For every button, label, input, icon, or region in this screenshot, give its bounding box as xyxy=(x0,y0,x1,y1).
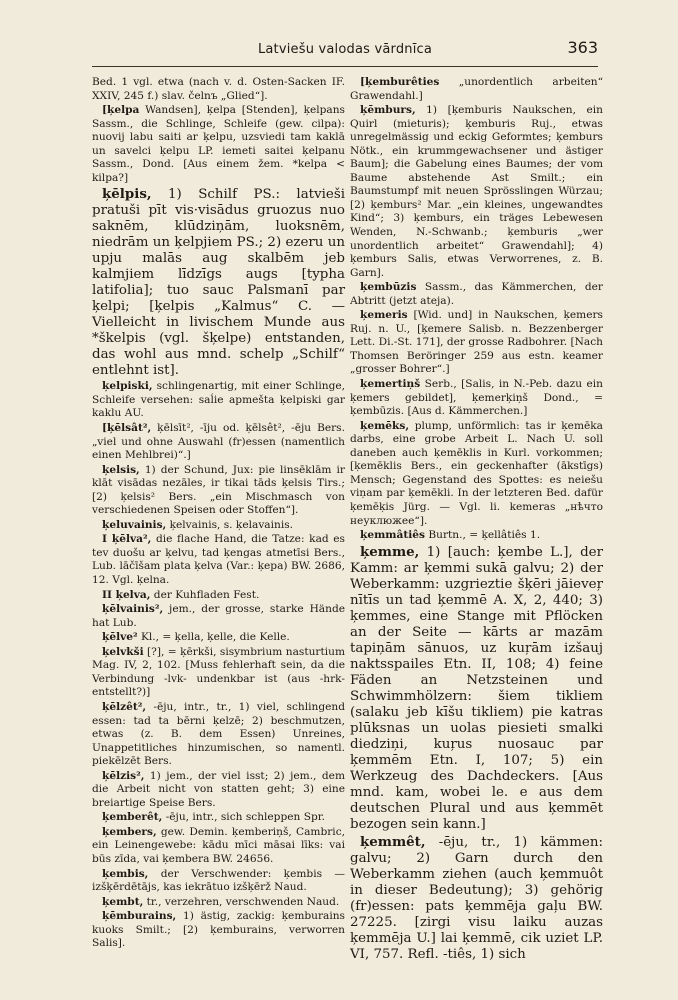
dictionary-entry xyxy=(350,104,603,280)
entry-headword: ķemberêt, xyxy=(102,811,163,824)
entry-definition: die flache Hand, die Tatze: kad es tev duošu ar ķelvu, tad ķengas atmetīsi Bers., Lub. lāčīšam plata ķelva (Var.: ķepa) BW. 2686, 12. Vgl. ķelna. xyxy=(92,533,345,587)
dictionary-entry xyxy=(350,529,603,543)
entry-definition: plump, unförmlich: tas ir ķemēka darbs, eine grobe Arbeit L. Nach U. soll daneben auch ķemēklis in Kurl. vorkommen; [ķemēklis Bers., ein geckenhafter (ākstīgs) Mensch; Gegenstand des Spottes: es neiešu viņam par ķemēkli. In der letzteren Bed. dafür ķemēķis Jürg. — Vgl. li. kemeras „нѣчто неуклюжее“]. xyxy=(350,419,603,527)
entry-headword: ķembt, xyxy=(102,895,144,908)
entry-headword: ķēlzêt², xyxy=(102,700,147,713)
dictionary-entry xyxy=(350,420,603,528)
entry-definition: tr., verzehren, verschwenden Naud. xyxy=(143,895,340,908)
dictionary-entry xyxy=(350,76,603,103)
entry-definition: 1) der Schund, Jux: pie linsēklām ir klāt visādas nezāles, ir tikai tāds ķelsis Tirs.; [2) ķelsis² Bers. „ein Mischmasch von verschiedenen Speisen oder Stoffen“]. xyxy=(92,463,345,517)
entry-headword: ķembis, xyxy=(102,867,149,880)
dictionary-entry xyxy=(92,76,345,103)
entry-definition: jem., der grosse, starke Hände hat Lub. xyxy=(92,603,345,629)
entry-headword: ķemme, xyxy=(360,543,420,560)
entry-definition: gew. Demin. ķemberiņš, Cambric, ein Leinengewebe: kādu mīci māsai līks: vai būs zīda, vai ķembera BW. 24656. xyxy=(92,825,345,865)
entry-headword: ķēmburs, xyxy=(360,104,416,117)
dictionary-entry xyxy=(92,826,345,867)
entry-headword: ķēlzis², xyxy=(102,769,145,782)
entry-definition: [?], = ķērkši, sisymbrium nasturtium Mag. IV, 2, 102. [Muss fehlerhaft sein, da die Verbindung -lvk- undenkbar ist (aus -hrk- entstellt?)] xyxy=(92,645,345,699)
entry-headword: II ķelva, xyxy=(102,588,151,601)
entry-headword: ķelsis, xyxy=(102,463,140,476)
dictionary-entry xyxy=(92,422,345,463)
entry-definition: schlingenartig, mit einer Schlinge, Schleife versehen: saĺie apmešta ķelpiski gar kaklu AU. xyxy=(92,380,345,420)
dictionary-entry xyxy=(92,186,345,379)
entry-definition: 1) [ķemburis Naukschen, ein Quirl (mieturis); ķemburis Ruj., etwas unregelmässig und eckig Geformtes; ķemburs Nötk., ein krummgewachsener und ästiger Baum]; die Gabelung eines Baumes; der vom Baume abstehende Ast Smilt.; ein Baumstumpf mit neuen Sprösslingen Würzau; [2) ķemburs² Mar. „ein kleines, ungewandtes Kind“; 3) ķemburs, ein träges Lebewesen Wenden, N.-Schwanb.; ķemburis „wer unordentlich arbeitet“ Grawendahl]; 4) ķemburs Salis, etwas Verworrenes, z. B. Garn]. xyxy=(350,104,603,279)
entry-definition: -ēju, tr., 1) kämmen: galvu; 2) Garn durch den Weberkamm ziehen (auch ķemmuôt in dieser Bedeutung); 3) gehörig (fr)essen: pats ķemmēja gaļu BW. 27225. [zirgi visu laiku auzas ķemmēja U.] lai ķemmē, cik uziet LP. VI, 757. Refl. -tiês, 1) sich xyxy=(350,834,603,962)
entry-headword: ķēlve² xyxy=(102,631,138,644)
dictionary-entry xyxy=(350,309,603,377)
entry-definition: 1) ästig, zackig: ķemburains kuoks Smilt.; [2) ķemburains, verworren Salis]. xyxy=(92,910,345,950)
entry-definition: 1) Schilf PS.: latvieši pratuši pīt vis·visādus gruozus nuo saknēm, klūdziņām, luoksnēm, niedrām un ķelpjiem PS.; 2) ezeru un upju malās aug skalbēm jeb kalmjiem līdzīgs augs [typha latifolia]; tuo sauc Palsmanī par ķelpi; [ķelpis „Kalmus“ C. — Vielleicht in livischem Munde aus *škelpis (vgl. šķelpe) entstanden, das wohl aus mnd. schelp „Schilf“ entlehnt ist]. xyxy=(92,187,345,379)
dictionary-entry xyxy=(92,896,345,910)
dictionary-entry xyxy=(92,701,345,769)
entry-definition: ķēlsīt², -īju od. ķēlsêt², -ēju Bers. „viel und ohne Auswahl (fr)essen (namentlich einen Mehlbrei)“.] xyxy=(92,422,345,462)
entry-definition: der Kuhfladen Fest. xyxy=(150,588,260,601)
right-column xyxy=(350,76,603,964)
entry-headword: I ķēlva², xyxy=(102,533,152,546)
dictionary-entry xyxy=(92,811,345,825)
entry-definition: 1) [auch: ķembe L.], der Kamm: ar ķemmi sukā galvu; 2) der Weberkamm: uzgrieztie šķēri jāieveŗ nītīs un tad ķemmē A. X, 2, 440; 3) ķemmes, eine Stange mit Pflöcken an der Seite — kārts ar mazām tapiņām sānuos, uz kuŗām izšauj naktsspailes Etn. II, 108; 4) feine Fäden an Netzsteinen und Schwimmhölzern: šiem tikliem (salaku jeb kīšu tikliem) pie katras plūksnas un uolas piesieti smalki diedziņi, kuŗus nuosauc par ķemmēm Etn. I, 107; 5) ein Werkzeug des Dachdeckers. [Aus mnd. kam, wobei le. e aus dem deutschen Plural und aus ķemmēt bezogen sein kann.] xyxy=(350,544,603,832)
entry-headword: ķemmêt, xyxy=(360,833,426,850)
dictionary-entry xyxy=(92,380,345,421)
entry-headword: ķembers, xyxy=(102,825,157,838)
entry-definition: Wandsen], ķelpa [Stenden], ķelpans Sassm., die Schlinge, Schleife (gew. cilpa): nuovij labu saiti ar ķelpu, uzsviedi tam kaklā un savelci ķelpu LP. iemeti saitei ķelpanu Sassm., Dond. [Aus einem žem. *kelpa < kilpa?] xyxy=(92,104,345,184)
dictionary-entry xyxy=(350,281,603,308)
entry-headword: ķemeris xyxy=(360,309,408,322)
dictionary-entry xyxy=(92,868,345,895)
entry-definition: Sassm., das Kämmerchen, der Abtritt (jetzt ateja). xyxy=(350,281,603,307)
entry-definition: Burtn., = ķellâtiês 1. xyxy=(425,529,541,542)
entry-definition: [Wid. und] in Naukschen, ķemers Ruj. n. U., [ķemere Salisb. n. Bezzenberger Lett. Di.-St. 171], der grosse Radbohrer. [Nach Thomsen Beröringer 259 aus estn. keamer „grosser Bohrer“.] xyxy=(350,309,603,376)
entry-headword: ķelvkši xyxy=(102,645,144,658)
entry-definition: -ēju, intr., sich schleppen Spr. xyxy=(162,811,325,824)
dictionary-entry xyxy=(92,589,345,603)
entry-headword: [ķēlsât², xyxy=(102,422,152,435)
entry-headword: ķemmâtiês xyxy=(360,529,425,542)
entry-headword: [ķemburêties xyxy=(360,76,440,88)
entry-headword: ķeluvainis, xyxy=(102,518,167,531)
dictionary-entry xyxy=(350,544,603,833)
dictionary-entry xyxy=(350,378,603,419)
left-column xyxy=(92,76,345,952)
dictionary-entry xyxy=(92,603,345,630)
entry-definition: -ēju, intr., tr., 1) viel, schlingend essen: tad ta bērni ķelzē; 2) beschmutzen, etwas (z. B. dem Essen) Unreines, Unappetitliches hinzumischen, so namentl. piekēlzēt Bers. xyxy=(92,700,345,768)
dictionary-entry xyxy=(92,519,345,533)
entry-headword: ķēmburains, xyxy=(102,910,177,923)
entry-headword: ķemertiņš xyxy=(360,378,421,391)
dictionary-entry xyxy=(350,834,603,963)
page-header xyxy=(92,40,598,67)
entry-definition: Serb., [Salis, in N.-Peb. dazu ein ķemers gebildet], ķemerķiņš Dond., = ķembūzis. [Aus d. Kämmerchen.] xyxy=(350,378,603,418)
dictionary-entry xyxy=(92,770,345,811)
running-title: Latviešu valodas vārdnīca xyxy=(257,42,433,57)
dictionary-entry xyxy=(92,910,345,951)
entry-definition: Bed. 1 vgl. etwa (nach v. d. Osten-Sacken IF. XXIV, 245 f.) slav. čelnъ „Glied“]. xyxy=(92,76,345,102)
entry-definition: ķelvainis, s. ķelavainis. xyxy=(166,518,294,531)
entry-definition: „unordentlich arbeiten“ Grawendahl.] xyxy=(350,76,603,102)
entry-headword: ķembūzis xyxy=(360,281,417,294)
entry-definition: Kl., = ķella, ķelle, die Kelle. xyxy=(137,631,290,644)
dictionary-entry xyxy=(92,104,345,185)
entry-headword: ķēlpis, xyxy=(102,186,152,203)
entry-headword: ķelpiski, xyxy=(102,380,153,393)
dictionary-entry xyxy=(92,533,345,587)
dictionary-entry xyxy=(92,646,345,700)
entry-definition: 1) jem., der viel isst; 2) jem., dem die Arbeit nicht von statten geht; 3) eine breiartige Speise Bers. xyxy=(92,769,345,809)
page-number: 363 xyxy=(567,38,598,57)
dictionary-entry xyxy=(92,464,345,518)
entry-headword: ķēlvainis², xyxy=(102,603,164,616)
dictionary-entry xyxy=(92,631,345,645)
entry-headword: ķemēks, xyxy=(360,419,410,432)
entry-definition: der Verschwender: ķembis — izšķērdētājs, kas iekrātuo izšķērž Naud. xyxy=(92,867,345,894)
entry-headword: [ķelpa xyxy=(102,104,140,117)
